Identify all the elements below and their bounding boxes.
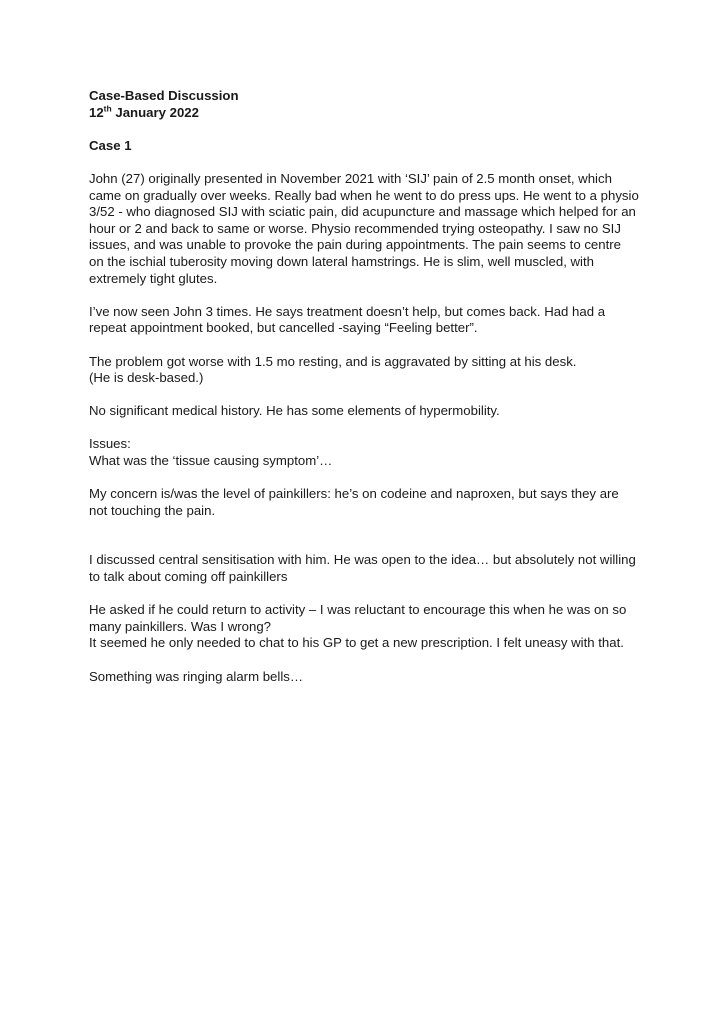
paragraph-painkillers: My concern is/was the level of painkillers: he’s on codeine and naproxen, but says they are not touching the pain. — [89, 486, 619, 518]
paragraph-alarm-bells: Something was ringing alarm bells… — [89, 668, 304, 684]
paragraph-gp-prescription: It seemed he only needed to chat to his GP to get a new prescription. I felt uneasy with that. — [89, 635, 624, 651]
date-ordinal-suffix: th — [103, 103, 112, 114]
document-title: Case-Based Discussion — [89, 88, 239, 103]
issues-question: What was the ‘tissue causing symptom’… — [89, 453, 333, 469]
document-body — [89, 88, 639, 685]
document-date — [89, 105, 639, 122]
paragraph-return-to-activity: He asked if he could return to activity – I was reluctant to encourage this when he was on so many painkillers. Was I wrong? — [89, 602, 627, 634]
paragraph-aggravation: The problem got worse with 1.5 mo resting, and is aggravated by sitting at his desk. — [89, 353, 577, 369]
paragraph-visits: I’ve now seen John 3 times. He says treatment doesn’t help, but comes back. Had had a repeat appointment booked, but cancelled -saying “Feeling better”. — [89, 303, 606, 336]
date-month-year: January 2022 — [111, 104, 199, 120]
date-day: 12 — [89, 104, 104, 120]
paragraph-history: No significant medical history. He has some elements of hypermobility. — [89, 403, 500, 419]
paragraph-aggravation-note: (He is desk-based.) — [89, 370, 204, 386]
paragraph-presentation: John (27) originally presented in November 2021 with ‘SIJ’ pain of 2.5 month onset, which came on gradually over weeks. Really bad when he went to do press ups. He went to a physio 3/52 - who diagnosed SIJ with sciatic pain, did acupuncture and massage which helped for an hour or 2 and back to same or worse. Physio recommended trying osteopathy. I saw no SIJ issues, and was unable to provoke the pain during appointments. The pain seems to centre on the ischial tuberosity moving down lateral hamstrings. He is slim, well muscled, with extremely tight glutes. — [89, 170, 639, 286]
issues-label: Issues: — [89, 436, 131, 452]
paragraph-central-sensitisation: I discussed central sensitisation with him. He was open to the idea… but absolutely not willing to talk about coming off painkillers — [89, 552, 636, 585]
case-heading: Case 1 — [89, 137, 132, 153]
